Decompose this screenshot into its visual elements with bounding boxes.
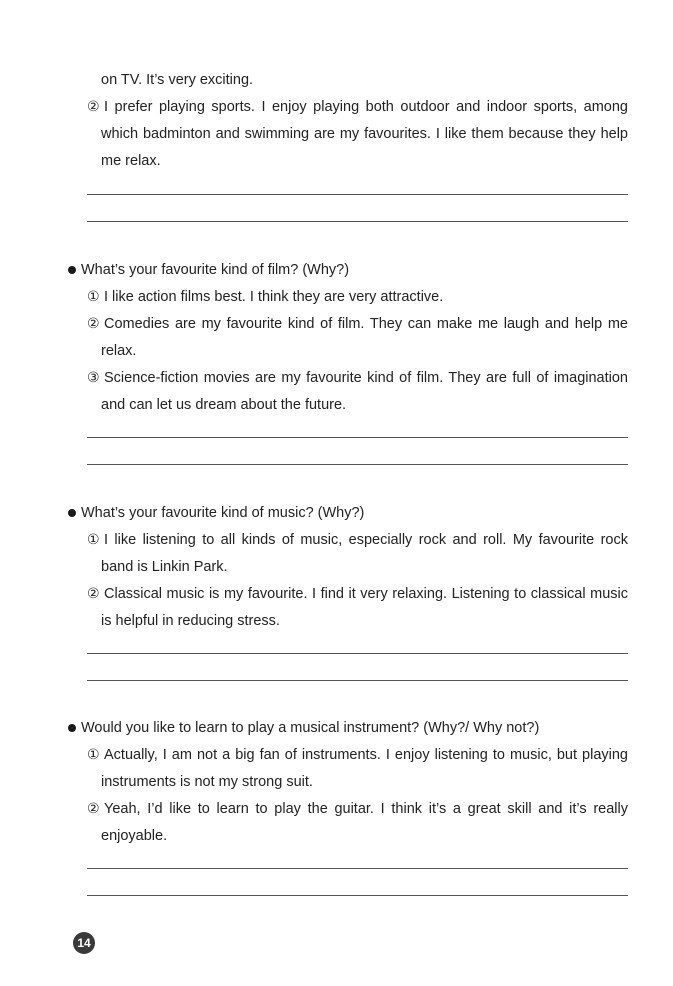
option-number: ② [87, 801, 100, 817]
answer-writing-line [87, 895, 628, 896]
answer-option [87, 288, 628, 306]
option-number: ③ [87, 370, 100, 386]
option-text: Actually, I am not a big fan of instruments. I enjoy listening to music, but playing [104, 747, 628, 763]
answer-writing-line [87, 221, 628, 222]
option-text-continued: and can let us dream about the future. [101, 397, 347, 413]
page-number-badge: 14 [73, 932, 95, 954]
option-text-continued: enjoyable. [101, 828, 168, 844]
question-music [68, 504, 364, 522]
option-text: Comedies are my favourite kind of film. They can make me laugh and help me [104, 316, 628, 332]
answer-option [87, 531, 628, 549]
option-text-continued: band is Linkin Park. [101, 559, 228, 575]
continued-text-line: on TV. It’s very exciting. [101, 72, 254, 88]
bullet-icon [68, 724, 76, 732]
answer-writing-line [87, 653, 628, 654]
question-text: What’s your favourite kind of music? (Why?) [81, 505, 365, 521]
question-film [68, 261, 349, 279]
option-number: ② [87, 586, 100, 602]
option-text-continued: is helpful in reducing stress. [101, 613, 280, 629]
bullet-icon [68, 266, 76, 274]
option-number: ② [87, 316, 100, 332]
option-text-continued: relax. [101, 343, 137, 359]
answer-option [87, 800, 628, 818]
option-text-continued: me relax. [101, 153, 161, 169]
option-number: ① [87, 747, 100, 763]
option-text: Science-fiction movies are my favourite kind of film. They are full of imagination [104, 370, 628, 386]
answer-option [87, 315, 628, 333]
question-instrument [68, 719, 539, 737]
answer-writing-line [87, 680, 628, 681]
answer-writing-line [87, 194, 628, 195]
answer-option [87, 585, 628, 603]
option-text: Yeah, I’d like to learn to play the guitar. I think it’s a great skill and it’s really [104, 801, 628, 817]
option-text: Classical music is my favourite. I find it very relaxing. Listening to classical music [104, 586, 628, 602]
bullet-icon [68, 509, 76, 517]
answer-option [87, 369, 628, 387]
answer-writing-line [87, 868, 628, 869]
answer-writing-line [87, 464, 628, 465]
answer-writing-line [87, 437, 628, 438]
question-text: What’s your favourite kind of film? (Why?) [81, 262, 350, 278]
option-text: I like listening to all kinds of music, especially rock and roll. My favourite rock [104, 532, 628, 548]
option-text: I prefer playing sports. I enjoy playing both outdoor and indoor sports, among [104, 99, 628, 115]
answer-option [87, 746, 628, 764]
option-text-continued: which badminton and swimming are my favourites. I like them because they help [101, 126, 628, 142]
question-text: Would you like to learn to play a musical instrument? (Why?/ Why not?) [81, 720, 540, 736]
option-number: ① [87, 532, 100, 548]
option-text-continued: instruments is not my strong suit. [101, 774, 313, 790]
option-text: I like action films best. I think they are very attractive. [104, 289, 444, 305]
answer-option [87, 98, 628, 116]
option-number: ① [87, 289, 100, 305]
option-number: ② [87, 99, 100, 115]
